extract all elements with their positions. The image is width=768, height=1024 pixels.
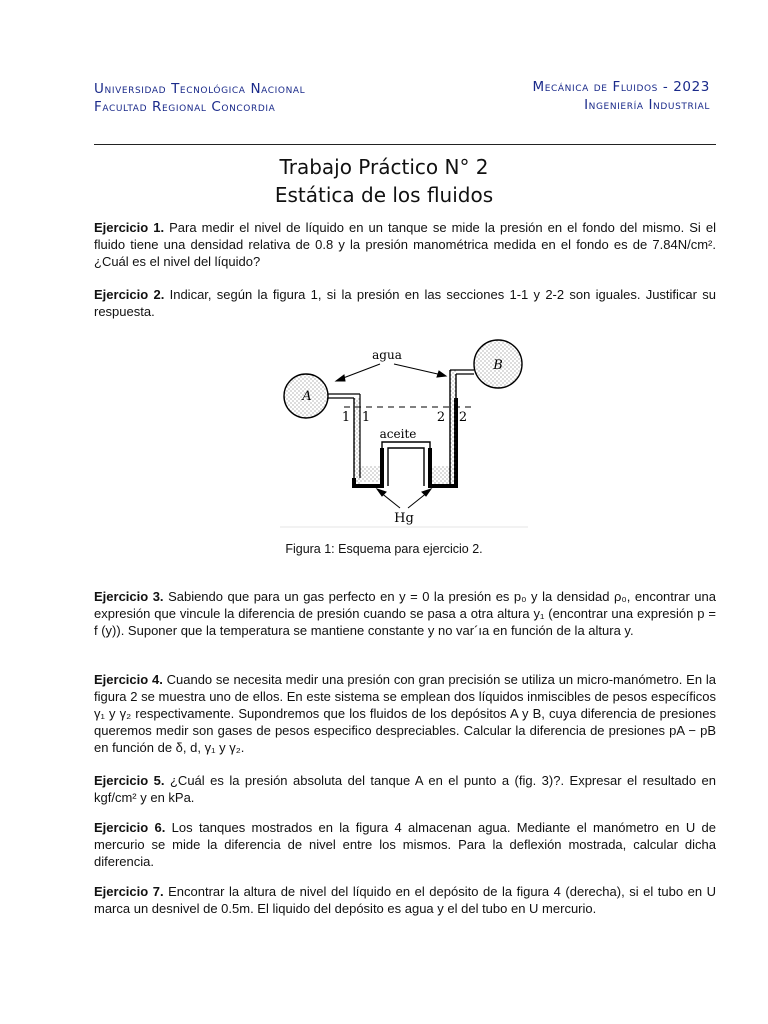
- exercise-text: Encontrar la altura de nivel del líquido en el depósito de la figura 4 (derecha), si el tubo en U marca un desnivel de 0.5m. El liquido del depósito es agua y el del tubo en U mercurio.: [94, 884, 716, 916]
- exercise-4: [94, 671, 716, 756]
- exercise-label: Ejercicio 4.: [94, 672, 163, 687]
- exercise-text: Los tanques mostrados en la figura 4 almacenan agua. Mediante el manómetro en U de mercurio se mide la diferencia de nivel entre los mismos. Para la deflexión mostrada, calcular dicha diferencia.: [94, 820, 716, 869]
- tank-b-label: B: [493, 358, 503, 373]
- section-2-right: 2: [458, 410, 468, 425]
- mercury-label: Hg: [394, 511, 414, 526]
- exercise-2: [94, 286, 716, 320]
- water-label: agua: [372, 348, 402, 362]
- exercise-text: Cuando se necesita medir una presión con gran precisión se utiliza un micro-manómetro. En la figura 2 se muestra uno de ellos. En este sistema se emplean dos líquidos inmiscibles de pesos específicos γ₁ y γ₂ respectivamente. Supondremos que los fluidos de los depósitos A y B, cuya diferencia de presiones queremos medir son gases de pesos especifico despreciables. Calcular la diferencia de presiones pA − pB en función de δ, d, γ₁ y γ₂.: [94, 672, 716, 755]
- mercury-arrows: [377, 489, 431, 508]
- exercise-label: Ejercicio 3.: [94, 589, 164, 604]
- oil-inverted-u: [382, 442, 430, 486]
- exercise-text: Sabiendo que para un gas perfecto en y = 0 la presión es p₀ y la densidad ρ₀, encontrar una expresión que vincule la diferencia de presión cuando se pasa a otra altura y₁ (encontrar una expresión p = f (y)). Suponer que la temperatura se mantiene constante y no var´ıa en función de la altura y.: [94, 589, 716, 638]
- faculty-name: Facultad Regional Concordia: [94, 99, 276, 115]
- header-left: [94, 80, 305, 116]
- figure-caption: Figura 1: Esquema para ejercicio 2.: [285, 542, 483, 556]
- page-subtitle: Estática de los fluidos: [274, 183, 494, 207]
- exercise-label: Ejercicio 6.: [94, 820, 166, 835]
- manometer-figure: [278, 338, 530, 530]
- career-name: Ingeniería Industrial: [584, 97, 710, 113]
- section-1-right: 1: [361, 410, 371, 425]
- section-1-left: 1: [341, 410, 351, 425]
- exercise-1: [94, 219, 716, 270]
- exercise-text: ¿Cuál es la presión absoluta del tanque A en el punto a (fig. 3)?. Expresar el resultado en kgf/cm² y en kPa.: [94, 773, 716, 805]
- oil-label: aceite: [379, 427, 417, 441]
- course-name: Mecánica de Fluidos - 2023: [532, 79, 710, 95]
- exercise-label: Ejercicio 2.: [94, 287, 165, 302]
- exercise-7: [94, 883, 716, 917]
- exercise-label: Ejercicio 5.: [94, 773, 165, 788]
- water-arrows: [336, 364, 446, 381]
- section-2-left: 2: [436, 410, 446, 425]
- header-right: [532, 78, 710, 114]
- exercise-label: Ejercicio 7.: [94, 884, 164, 899]
- right-tube: [450, 370, 474, 486]
- tank-a-label: A: [302, 389, 312, 404]
- exercise-5: [94, 772, 716, 806]
- university-name: Universidad Tecnológica Nacional: [94, 81, 306, 97]
- header-divider: [94, 144, 716, 145]
- exercise-text: Para medir el nivel de líquido en un tanque se mide la presión en el fondo del mismo. Si el fluido tiene una densidad relativa de 0.8 y la presión manométrica medida en el fondo es de 7.84N/cm². ¿Cuál es el nivel del líquido?: [94, 220, 716, 269]
- page-title: Trabajo Práctico N° 2: [279, 155, 489, 179]
- exercise-text: Indicar, según la figura 1, si la presión en las secciones 1-1 y 2-2 son iguales. Justificar su respuesta.: [94, 287, 716, 319]
- exercise-6: [94, 819, 716, 870]
- exercise-3: [94, 588, 716, 639]
- exercise-label: Ejercicio 1.: [94, 220, 165, 235]
- mercury-left-fill: [356, 466, 380, 482]
